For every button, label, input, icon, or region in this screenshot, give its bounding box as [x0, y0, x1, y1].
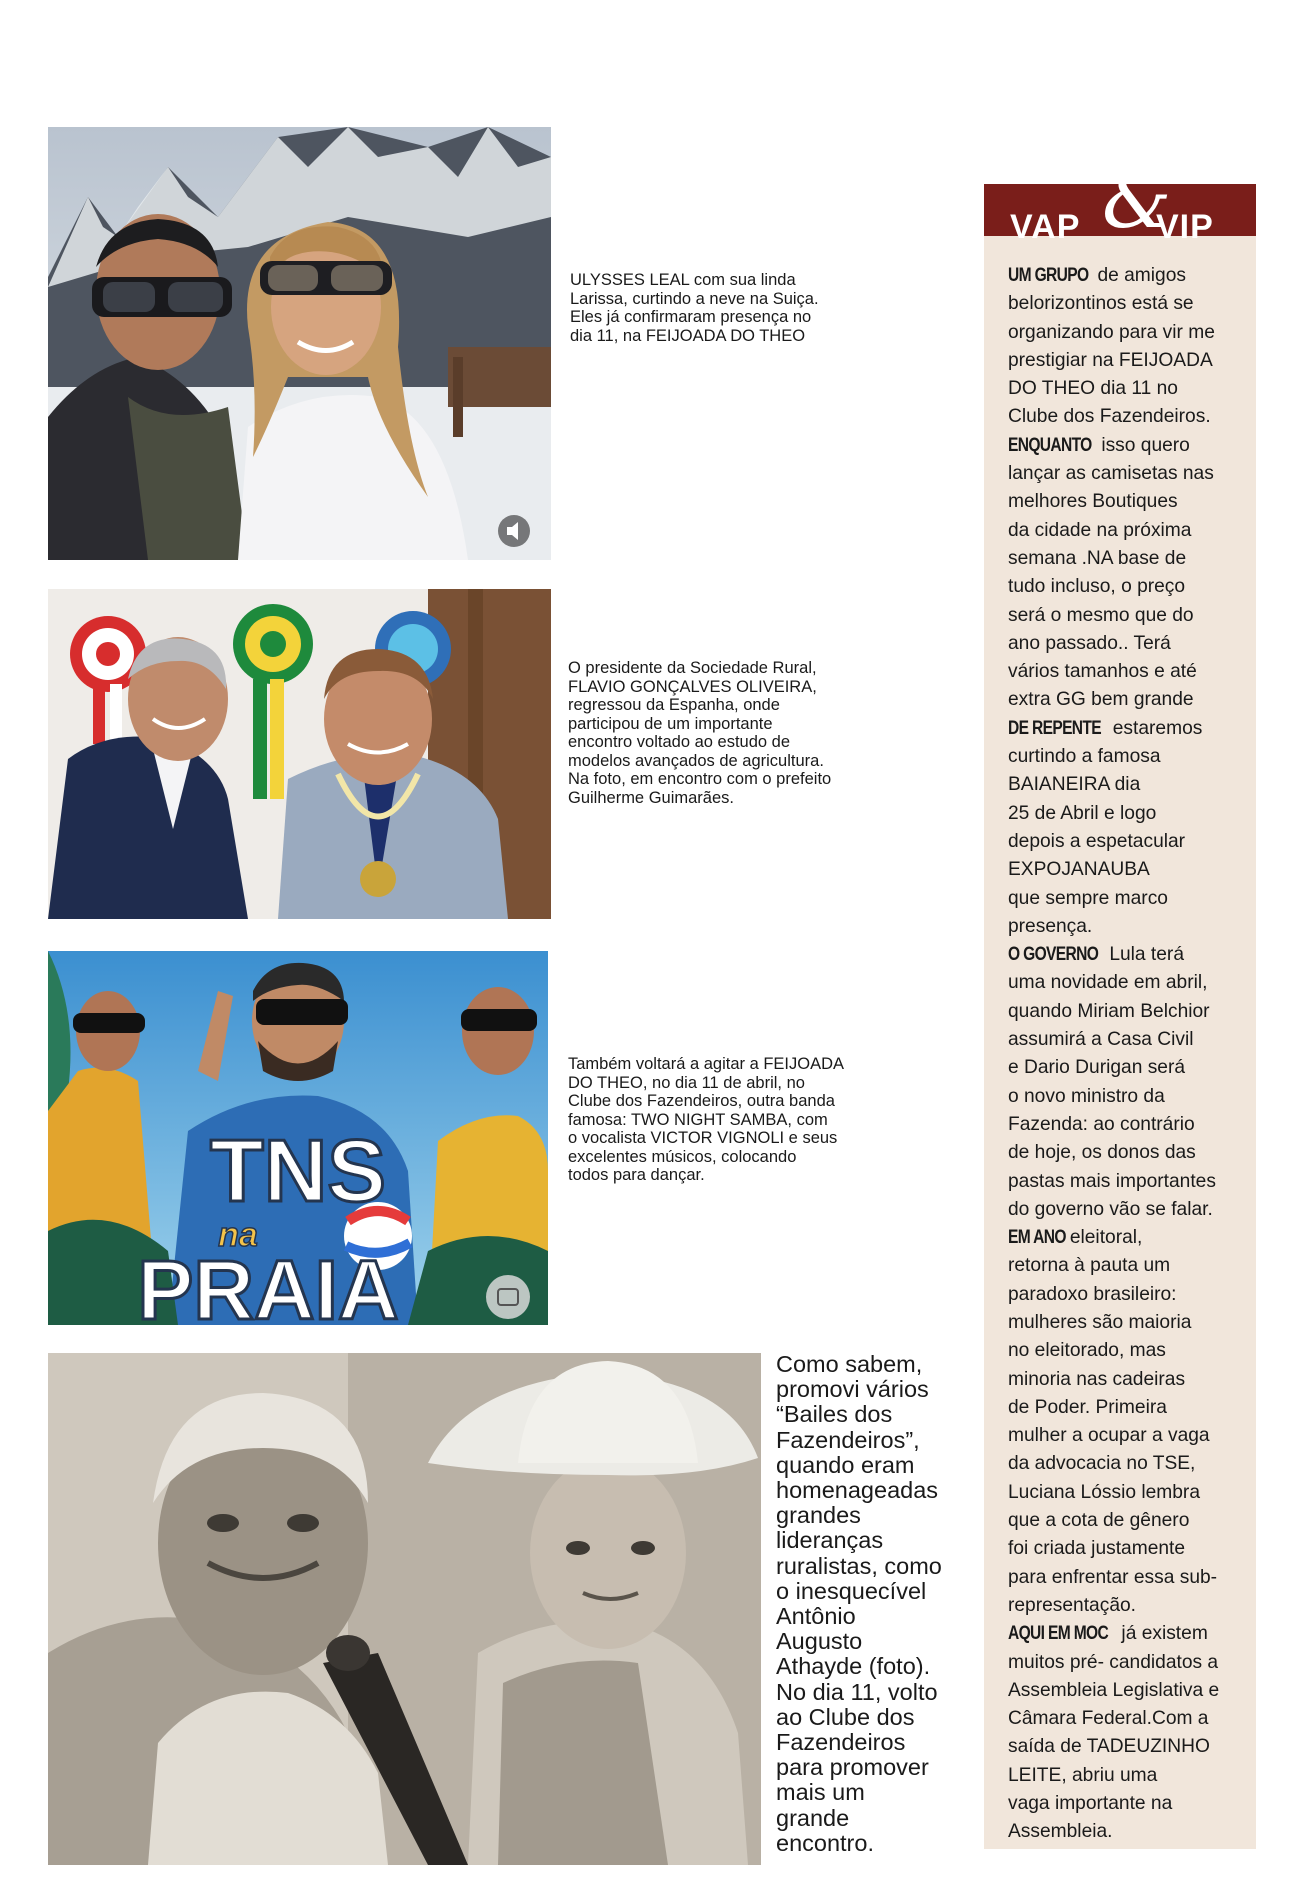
- paragraph-lead: UM GRUPO: [1008, 265, 1089, 286]
- column-header-vap: VAP: [1010, 208, 1081, 246]
- column-header: [984, 156, 1256, 246]
- column-paragraph: [1008, 432, 1253, 715]
- column-paragraph: [1008, 1620, 1253, 1846]
- poster-title-line2: na: [218, 1216, 258, 1254]
- poster-title-line1: TNS: [210, 1121, 386, 1220]
- caption-photo4: Como sabem, promovi vários “Bailes dos Fazendeiros”, quando eram homenageadas grandes lideranças ruralistas, como o inesquecível Antônio Augusto Athayde (foto). No dia 11, volto ao Clube dos Fazendeiros para promover mais um grande encontro.: [776, 1351, 942, 1856]
- photo-vintage-ruralists: [48, 1353, 761, 1865]
- column-paragraph: [1008, 715, 1253, 941]
- column-header-vip: VIP: [1156, 208, 1214, 246]
- paragraph-lead: AQUI EM MOC: [1008, 1623, 1109, 1645]
- paragraph-text: Lula terá uma novidade em abril, quando Miriam Belchior assumirá a Casa Civil e Dario Durigan será o novo ministro da Fazenda: ao contrário de hoje, os donos das pastas mais importantes do governo vão se falar.: [1008, 944, 1216, 1220]
- paragraph-text: já existem muitos pré- candidatos a Assembleia Legislativa e Câmara Federal.Com a saída de TADEUZINHO LEITE, abriu uma vaga importante na Assembleia.: [1008, 1623, 1220, 1843]
- paragraph-lead: DE REPENTE: [1008, 717, 1102, 739]
- paragraph-text: eleitoral, retorna à pauta um paradoxo brasileiro: mulheres são maioria no eleitorado, mas minoria nas cadeiras de Poder. Primeira mulher a ocupar a vaga da advocacia no TSE, Luciana Lóssio lembra que a cota de gênero foi criada justamente para enfrentar essa sub- representação.: [1008, 1227, 1218, 1616]
- column-paragraph: [1008, 262, 1253, 432]
- paragraph-lead: EM ANO: [1008, 1227, 1066, 1249]
- paragraph-lead: ENQUANTO: [1008, 434, 1092, 456]
- vap-vip-column: [984, 156, 1256, 1849]
- photo-rural-society: [48, 589, 551, 919]
- photo-couple-snow: [48, 127, 551, 560]
- caption-photo2: O presidente da Sociedade Rural, FLAVIO GONÇALVES OLIVEIRA, regressou da Espanha, onde participou de um importante encontro voltado ao estudo de modelos avançados de agricultura. Na foto, em encontro com o prefeito Guilherme Guimarães.: [568, 659, 832, 807]
- caption-photo1: ULYSSES LEAL com sua linda Larissa, curtindo a neve na Suiça. Eles já confirmaram presença no dia 11, na FEIJOADA DO THEO: [570, 271, 819, 345]
- paragraph-text: de amigos belorizontinos está se organizando para vir me prestigiar na FEIJOADA DO THEO dia 11 no Clube dos Fazendeiros.: [1008, 265, 1215, 428]
- caption-photo3: Também voltará a agitar a FEIJOADA DO THEO, no dia 11 de abril, no Clube dos Fazendeiros, outra banda famosa: TWO NIGHT SAMBA, com o vocalista VICTOR VIGNOLI e seus excelentes músicos, colocando todos para dançar.: [568, 1055, 845, 1184]
- column-paragraph: [1008, 1224, 1253, 1620]
- column-header-ampersand: &: [1102, 156, 1172, 246]
- poster-title-line3: PRAIA: [137, 1243, 399, 1325]
- paragraph-text: isso quero lançar as camisetas nas melhores Boutiques da cidade na próxima semana .NA base de tudo incluso, o preço será o mesmo que do ano passado.. Terá vários tamanhos e até extra GG bem grande: [1008, 434, 1214, 711]
- column-paragraph: [1008, 941, 1253, 1224]
- photo-band-poster: [48, 951, 548, 1325]
- paragraph-text: estaremos curtindo a famosa BAIANEIRA dia 25 de Abril e logo depois a espetacular EXPOJANAUBA que sempre marco presença.: [1008, 717, 1203, 937]
- paragraph-lead: O GOVERNO: [1008, 944, 1099, 966]
- column-body: [1008, 262, 1253, 1847]
